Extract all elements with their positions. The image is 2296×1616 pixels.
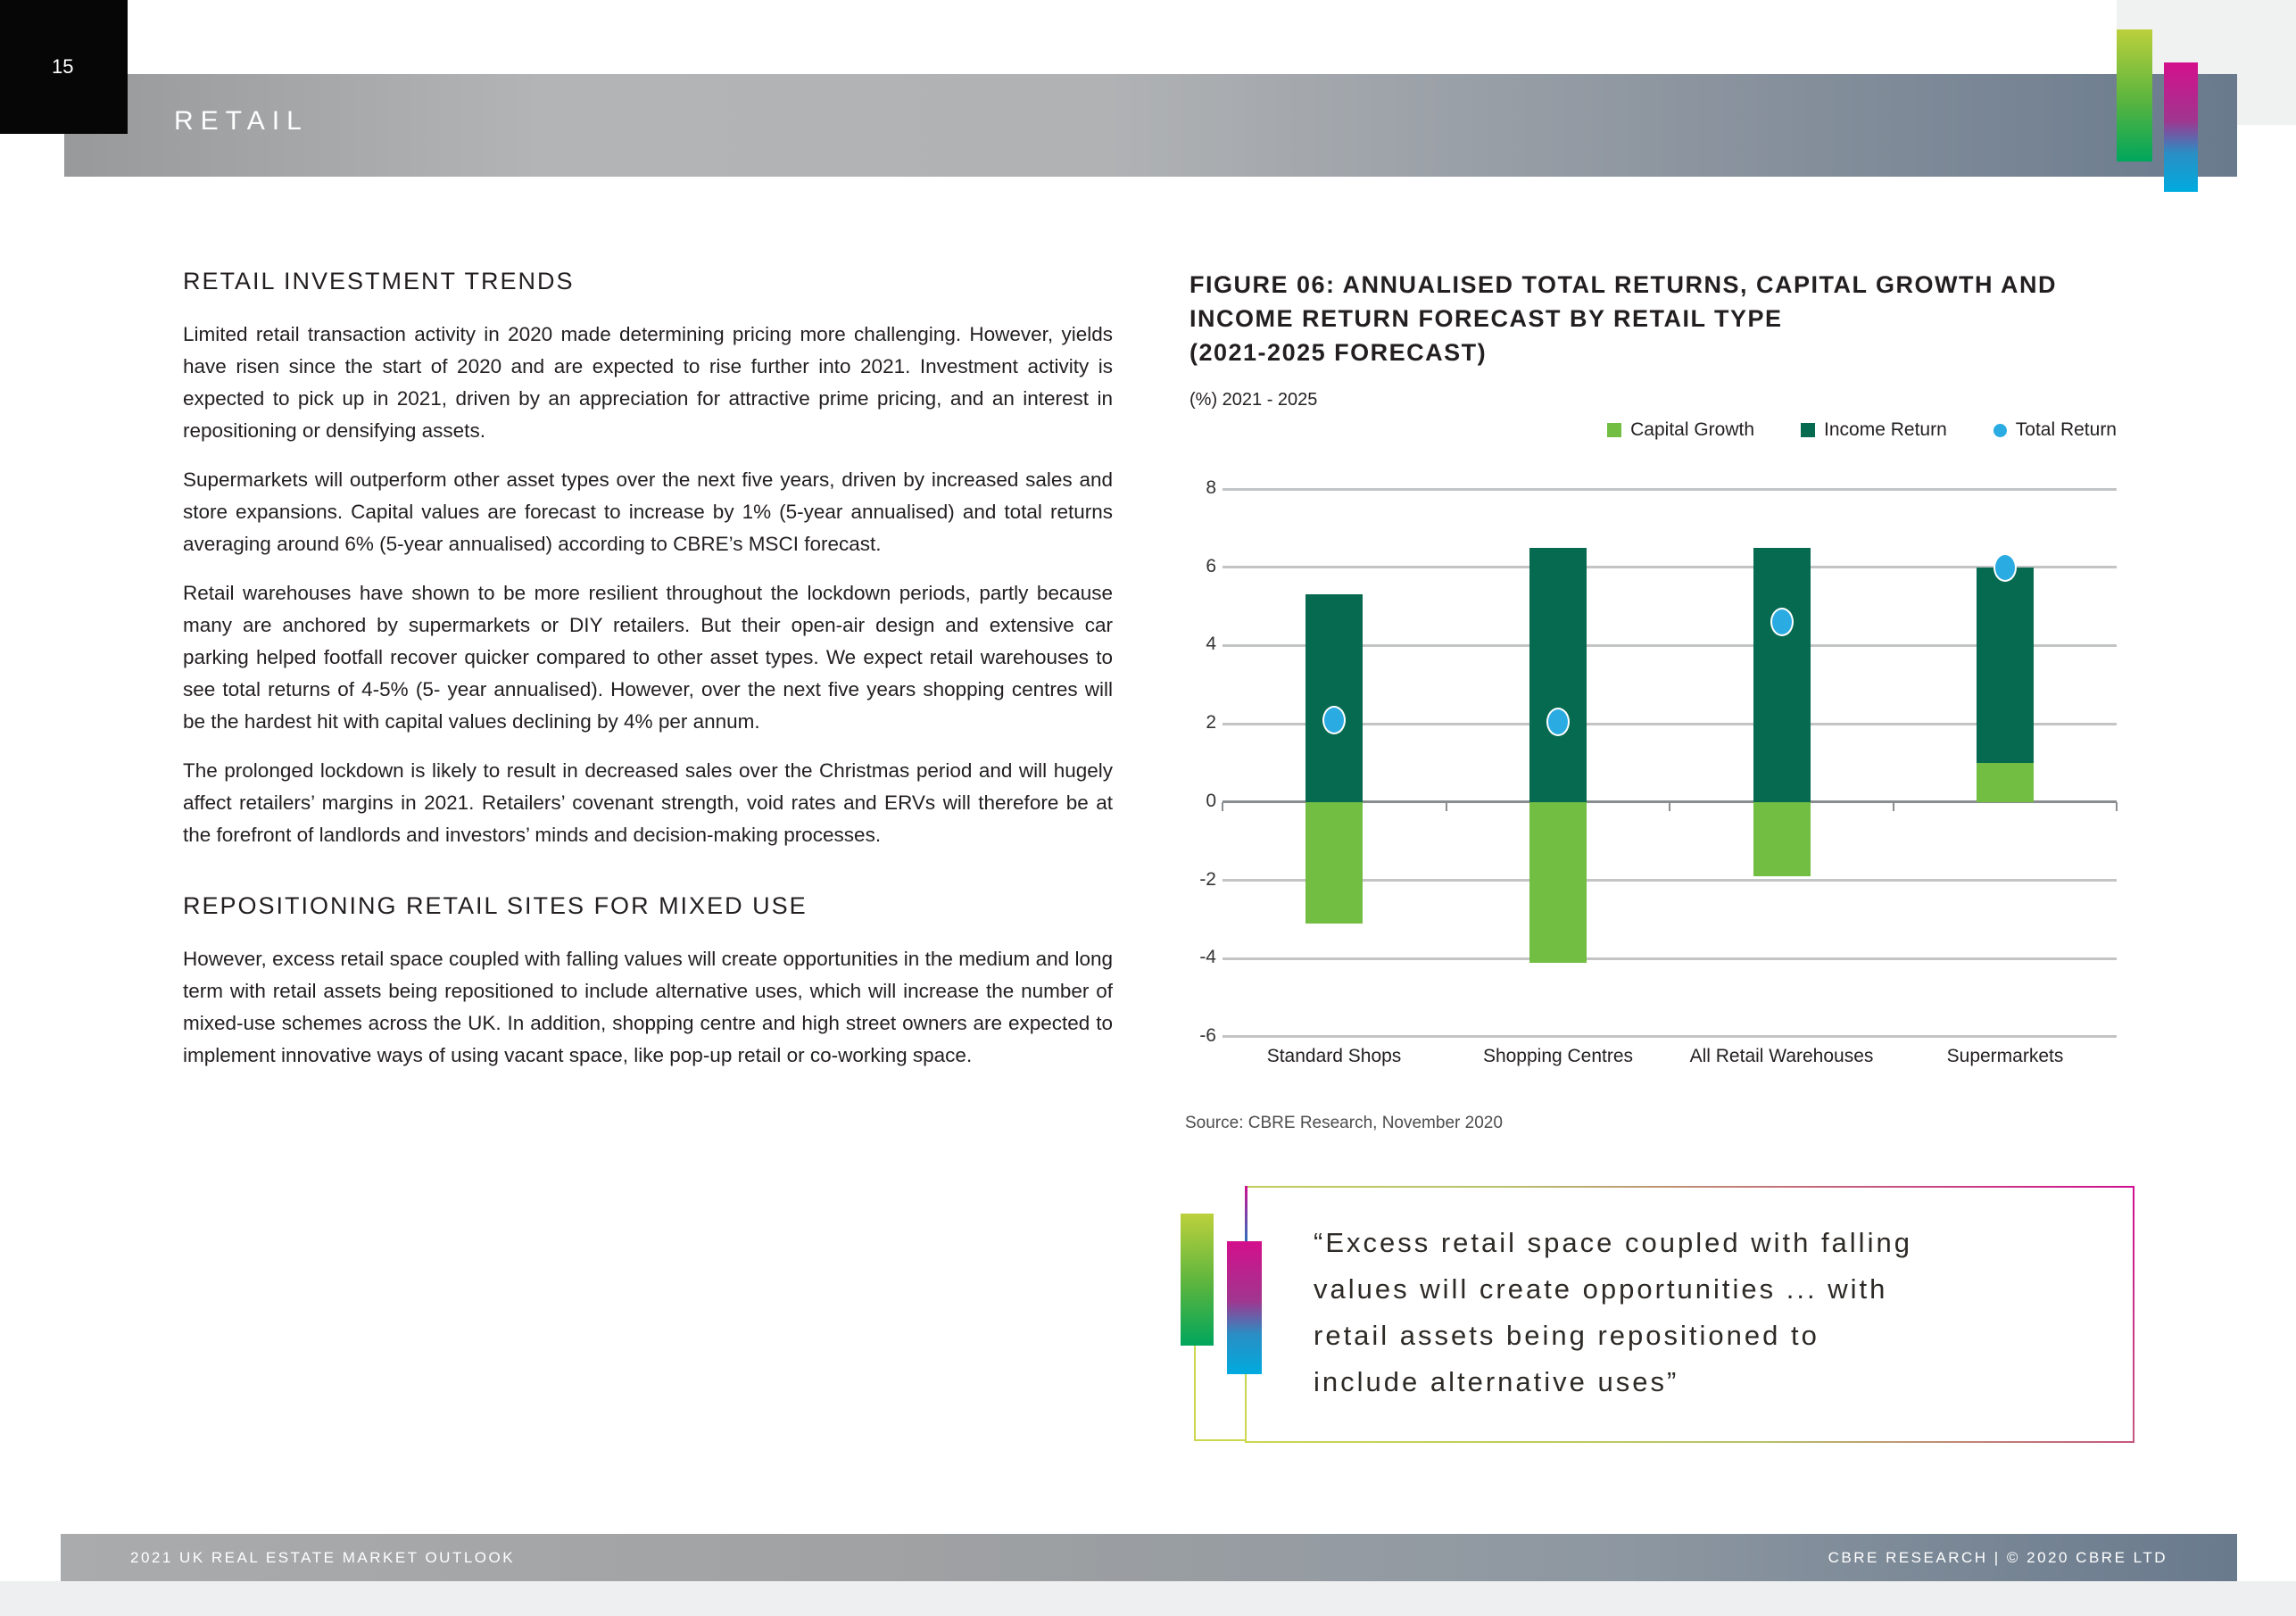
article-heading-investment-trends: RETAIL INVESTMENT TRENDS <box>183 268 575 294</box>
bar-capital-growth <box>1977 763 2034 802</box>
legend-item-total-return <box>1993 419 2117 441</box>
y-tick-label: 8 <box>1206 477 1216 498</box>
article-column <box>183 268 1113 1089</box>
x-axis-tick <box>1669 802 1670 811</box>
quote-gradient-bar-green <box>1181 1214 1214 1346</box>
legend-item-capital-growth <box>1607 419 1754 441</box>
article-heading-repositioning: REPOSITIONING RETAIL SITES FOR MIXED USE <box>183 892 808 919</box>
legend-label: Income Return <box>1824 419 1947 440</box>
brand-gradient-bar-pink <box>2164 62 2198 192</box>
bar-income-return <box>1753 548 1811 802</box>
bar-income-return <box>1529 548 1587 802</box>
footer-report-title: 2021 UK REAL ESTATE MARKET OUTLOOK <box>130 1548 516 1566</box>
quote-border-accent <box>1245 1186 1247 1241</box>
article-paragraph: Supermarkets will outperform other asset types over the next five years, driven by increased sales and store expansions. Capital values are forecast to increase by 1% (5-year annualised) and total returns averaging around 6% (5-year annualised) according to CBRE’s MSCI forecast. <box>183 468 1113 555</box>
x-axis-tick <box>1893 802 1894 811</box>
quote-line: values will create opportunities ... with <box>1314 1273 1888 1305</box>
bar-chart <box>1189 464 2198 1089</box>
page-number-box <box>0 0 128 134</box>
y-tick-label: 4 <box>1206 634 1216 655</box>
category-label: Supermarkets <box>1946 1046 2064 1066</box>
brand-gradient-bar-green <box>2117 29 2152 162</box>
bar-income-return <box>1305 594 1363 801</box>
y-tick-label: 2 <box>1206 712 1216 733</box>
section-title: RETAIL <box>174 106 309 136</box>
figure-title-line: (2021-2025 FORECAST) <box>1189 339 1488 366</box>
article-paragraph: Limited retail transaction activity in 2020 made determining pricing more challenging. However, yields have risen since the start of 2020 and are expected to rise further into 2021. Investment activity is expected to pick up in 2021, driven by an appreciation for attractive prime pricing, and an interest in repositioning or densifying assets. <box>183 323 1113 442</box>
category-label: All Retail Warehouses <box>1689 1046 1874 1066</box>
quote-text <box>1314 1220 1912 1405</box>
figure-source: Source: CBRE Research, November 2020 <box>1185 1114 1503 1132</box>
x-axis-tick <box>2116 802 2118 811</box>
article-paragraph: Retail warehouses have shown to be more resilient throughout the lockdown periods, partly because many are anchored by supermarkets or DIY retailers. But their open-air design and extensive car parking helped footfall recover quicker compared to other asset types. We expect retail warehouses to see total returns of 4-5% (5- year annualised). However, over the next five years shopping centres will be the hardest hit with capital values declining by 4% per annum. <box>183 582 1113 733</box>
chart-legend <box>1607 419 2117 441</box>
y-tick-label: 0 <box>1206 790 1216 811</box>
y-tick-label: -6 <box>1199 1024 1216 1046</box>
x-axis-tick <box>1222 802 1223 811</box>
quote-line: retail assets being repositioned to <box>1314 1320 1819 1351</box>
quote-line: include alternative uses” <box>1314 1366 1679 1397</box>
footer-bottom-strip <box>0 1581 2296 1616</box>
quote-line: “Excess retail space coupled with falling <box>1314 1227 1912 1258</box>
figure-unit-label: (%) 2021 - 2025 <box>1189 390 1318 410</box>
legend-label: Total Return <box>2015 419 2117 440</box>
page-number: 15 <box>52 55 74 78</box>
quote-gradient-bar-pink <box>1227 1241 1262 1374</box>
y-tick-label: -2 <box>1199 868 1216 890</box>
section-banner <box>64 74 2237 177</box>
total-return-dot <box>1322 706 1346 734</box>
footer-bar <box>61 1534 2237 1581</box>
bar-income-return <box>1977 568 2034 763</box>
total-return-dot <box>1770 608 1794 636</box>
gridline <box>1223 1035 2117 1038</box>
article-paragraph: However, excess retail space coupled with falling values will create opportunities in the medium and long term with retail assets being repositioned to include alternative uses, which will increase the number of mixed-use schemes across the UK. In addition, shopping centre and high street owners are expected to implement innovative ways of using vacant space, like pop-up retail or co-working space. <box>183 948 1113 1066</box>
figure-title <box>1189 268 2242 369</box>
gridline <box>1223 957 2117 960</box>
legend-label: Capital Growth <box>1630 419 1755 440</box>
legend-item-income-return <box>1801 419 1947 441</box>
y-tick-label: 6 <box>1206 555 1216 576</box>
figure-title-line: INCOME RETURN FORECAST BY RETAIL TYPE <box>1189 305 1783 332</box>
legend-square-swatch <box>1801 423 1815 437</box>
bar-capital-growth <box>1753 802 1811 876</box>
total-return-dot <box>1546 708 1570 736</box>
quote-border-offset-horizontal <box>1194 1439 1247 1441</box>
article-paragraph: The prolonged lockdown is likely to result in decreased sales over the Christmas period and will hugely affect retailers’ margins in 2021. Retailers’ covenant strength, void rates and ERVs will therefore be at the forefront of landlords and investors’ minds and decision-making processes. <box>183 759 1113 846</box>
bar-capital-growth <box>1305 802 1363 924</box>
total-return-dot <box>1993 553 2017 582</box>
bar-capital-growth <box>1529 802 1587 963</box>
legend-square-swatch <box>1607 423 1621 437</box>
quote-box <box>1245 1186 2134 1443</box>
y-tick-label: -4 <box>1199 947 1216 968</box>
quote-border-offset-vertical <box>1194 1343 1196 1441</box>
x-axis-tick <box>1446 802 1447 811</box>
gridline <box>1223 488 2117 491</box>
legend-dot-swatch <box>1993 424 2007 437</box>
footer-copyright: CBRE RESEARCH | © 2020 CBRE LTD <box>1828 1548 2168 1566</box>
figure-title-line: FIGURE 06: ANNUALISED TOTAL RETURNS, CAPITAL GROWTH AND <box>1189 271 2058 298</box>
category-label: Standard Shops <box>1266 1046 1402 1066</box>
category-label: Shopping Centres <box>1482 1046 1634 1066</box>
